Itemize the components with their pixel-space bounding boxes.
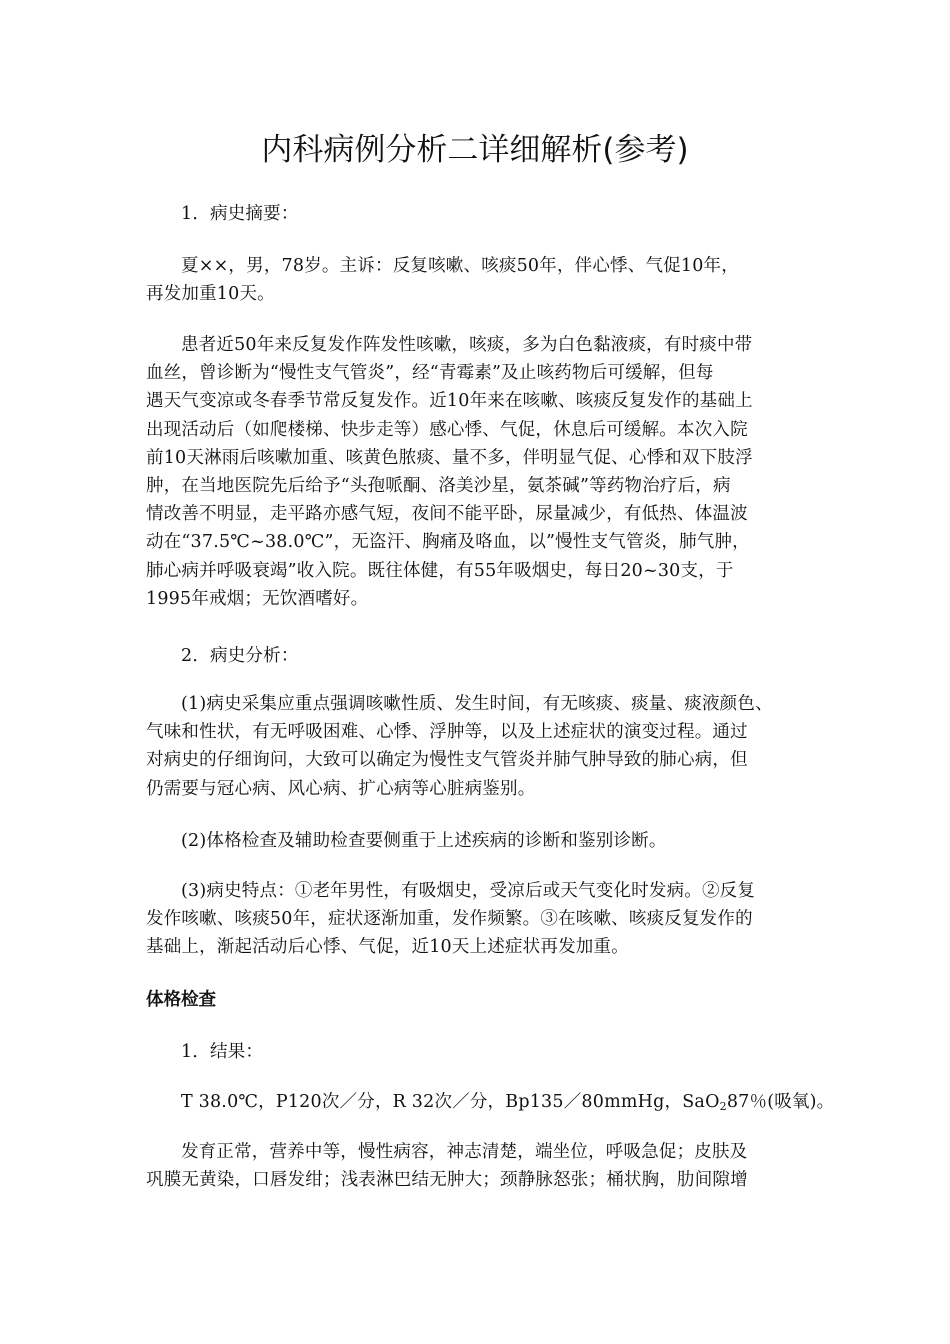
paragraph-analysis-3 xyxy=(146,877,810,962)
paragraph-patient-summary xyxy=(146,252,810,308)
paragraph-analysis-2 xyxy=(146,827,810,855)
section-heading-history-summary: 1．病史摘要： xyxy=(181,204,299,224)
paragraph-exam-findings xyxy=(146,1138,810,1194)
text-line: 肿，在当地医院先后给予“头孢哌酮、洛美沙星，氨茶碱”等药物治疗后，病 xyxy=(146,476,731,497)
text-line: 1995年戒烟；无饮酒嗜好。 xyxy=(146,588,369,609)
text-line: 情改善不明显，走平路亦感气短，夜间不能平卧，尿量减少，有低热、体温波 xyxy=(146,504,748,525)
text-line: 巩膜无黄染，口唇发绀；浅表淋巴结无肿大；颈静脉怒张；桶状胸，肋间隙增 xyxy=(146,1170,748,1191)
text-line: 仍需要与冠心病、风心病、扩心病等心脏病鉴别。 xyxy=(146,778,536,799)
text-line: 发育正常，营养中等，慢性病容，神志清楚，端坐位，呼吸急促；皮肤及 xyxy=(181,1142,748,1162)
section-heading-results: 1．结果： xyxy=(181,1042,264,1062)
text-line: 基础上，渐起活动后心悸、气促，近10天上述症状再发加重。 xyxy=(146,937,629,958)
text-line: (1)病史采集应重点强调咳嗽性质、发生时间，有无咳痰、痰量、痰液颜色、 xyxy=(181,694,773,714)
paragraph-analysis-1 xyxy=(146,690,810,803)
text-line: 再发加重10天。 xyxy=(146,284,275,305)
vitals-text: T 38.0℃，P120次／分，R 32次／分，Bp135／80mmHg，SaO xyxy=(181,1092,720,1112)
vitals-text-end: 87％(吸氧)。 xyxy=(726,1092,835,1112)
section-heading-physical-exam: 体格检查 xyxy=(146,990,216,1010)
text-line: 夏××，男，78岁。主诉：反复咳嗽、咳痰50年，伴心悸、气促10年， xyxy=(181,256,739,276)
text-line: 动在“37.5℃~38.0℃”，无盗汗、胸痛及咯血，以”慢性支气管炎，肺气肿， xyxy=(146,532,750,553)
text-line: 对病史的仔细询问，大致可以确定为慢性支气管炎并肺气肿导致的肺心病，但 xyxy=(146,750,748,771)
page-title: 内科病例分析二详细解析(参考) xyxy=(261,132,689,168)
paragraph-history-detail xyxy=(146,331,810,613)
text-line: 前10天淋雨后咳嗽加重、咳黄色脓痰、量不多，伴明显气促、心悸和双下肢浮 xyxy=(146,447,753,468)
text-line: 肺心病并呼吸衰竭”收入院。既往体健，有55年吸烟史，每日20~30支，于 xyxy=(146,560,734,581)
paragraph-vital-signs xyxy=(146,1088,835,1121)
vitals-subscript: 2 xyxy=(719,1100,727,1113)
text-line: (2)体格检查及辅助检查要侧重于上述疾病的诊断和鉴别诊断。 xyxy=(181,831,667,851)
text-line: 患者近50年来反复发作阵发性咳嗽，咳痰，多为白色黏液痰，有时痰中带 xyxy=(181,335,753,355)
vital-signs-line xyxy=(146,1088,835,1121)
text-line: 发作咳嗽、咳痰50年，症状逐渐加重，发作频繁。③在咳嗽、咳痰反复发作的 xyxy=(146,909,753,930)
text-line: 血丝，曾诊断为“慢性支气管炎”，经“青霉素”及止咳药物后可缓解，但每 xyxy=(146,363,714,384)
text-line: (3)病史特点：①老年男性，有吸烟史，受凉后或天气变化时发病。②反复 xyxy=(181,881,756,901)
section-heading-history-analysis: 2．病史分析： xyxy=(181,646,299,666)
text-line: 遇天气变凉或冬春季节常反复发作。近10年来在咳嗽、咳痰反复发作的基础上 xyxy=(146,391,753,412)
text-line: 出现活动后（如爬楼梯、快步走等）感心悸、气促，休息后可缓解。本次入院 xyxy=(146,419,748,440)
text-line: 气味和性状，有无呼吸困难、心悸、浮肿等，以及上述症状的演变过程。通过 xyxy=(146,722,748,743)
